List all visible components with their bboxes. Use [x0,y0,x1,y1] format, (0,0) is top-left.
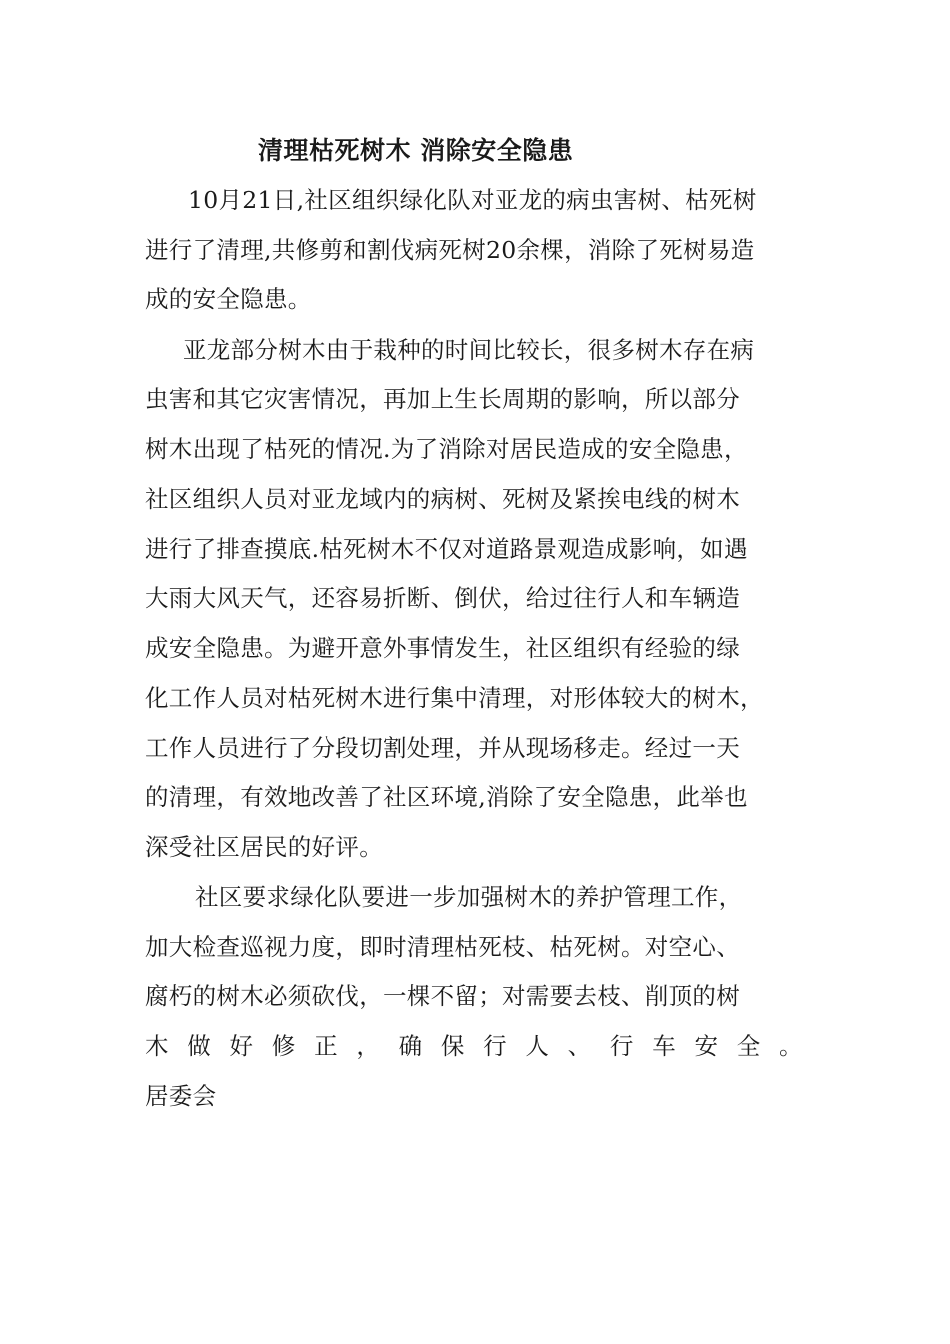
spread-char: 修 [271,1032,296,1060]
paragraph-1-line-2: 进行了清理,共修剪和割伐病死树20余棵，消除了死树易造 [145,236,755,264]
paragraph-2-line-5: 进行了排查摸底.枯死树木不仅对道路景观造成影响，如遇 [145,535,748,563]
paragraph-2-line-6: 大雨大风天气，还容易折断、倒伏，给过往行人和车辆造 [145,584,740,612]
paragraph-3-line-1: 社区要求绿化队要进一步加强树木的养护管理工作， [195,883,743,911]
paragraph-2-line-4: 社区组织人员对亚龙域内的病树、死树及紧挨电线的树木 [145,485,740,513]
spread-char: 安 [694,1032,719,1060]
spread-char: 。 [778,1032,803,1060]
paragraph-3-line-3: 腐朽的树木必须砍伐，一棵不留；对需要去枝、削顶的树 [145,982,740,1010]
spread-char: 好 [229,1032,254,1060]
paragraph-1-line-1: 10月21日,社区组织绿化队对亚龙的病虫害树、枯死树 [188,186,757,214]
paragraph-2-line-1: 亚龙部分树木由于栽种的时间比较长，很多树木存在病 [183,336,755,364]
spread-char: 全 [736,1032,761,1060]
spread-char: 做 [187,1032,212,1060]
signature: 居委会 [145,1082,217,1110]
spread-char: ， [356,1032,381,1060]
spread-char: 、 [567,1032,592,1060]
spread-char: 保 [440,1032,465,1060]
spread-char: 车 [652,1032,676,1060]
spread-char: 确 [398,1032,423,1060]
paragraph-2-line-8: 化工作人员对枯死树木进行集中清理，对形体较大的树木， [145,684,764,712]
document-title: 清理枯死树木 消除安全隐患 [258,136,574,165]
paragraph-2-line-3: 树木出现了枯死的情况.为了消除对居民造成的安全隐患， [145,435,748,463]
paragraph-3-line-2: 加大检查巡视力度，即时清理枯死枝、枯死树。对空心、 [145,933,740,961]
paragraph-3-spread-line [145,1031,803,1061]
paragraph-2-line-9: 工作人员进行了分段切割处理，并从现场移走。经过一天 [145,734,740,762]
paragraph-2-line-7: 成安全隐患。为避开意外事情发生，社区组织有经验的绿 [145,634,740,662]
paragraph-1-line-3: 成的安全隐患。 [145,285,312,313]
paragraph-2-line-11: 深受社区居民的好评。 [145,833,383,861]
spread-char: 人 [525,1032,550,1060]
spread-char: 正 [314,1032,338,1060]
paragraph-2-line-2: 虫害和其它灾害情况，再加上生长周期的影响，所以部分 [145,385,740,413]
paragraph-2-line-10: 的清理，有效地改善了社区环境,消除了安全隐患，此举也 [145,783,748,811]
spread-char: 行 [609,1032,634,1060]
spread-char: 木 [145,1032,169,1060]
spread-char: 行 [483,1032,507,1060]
